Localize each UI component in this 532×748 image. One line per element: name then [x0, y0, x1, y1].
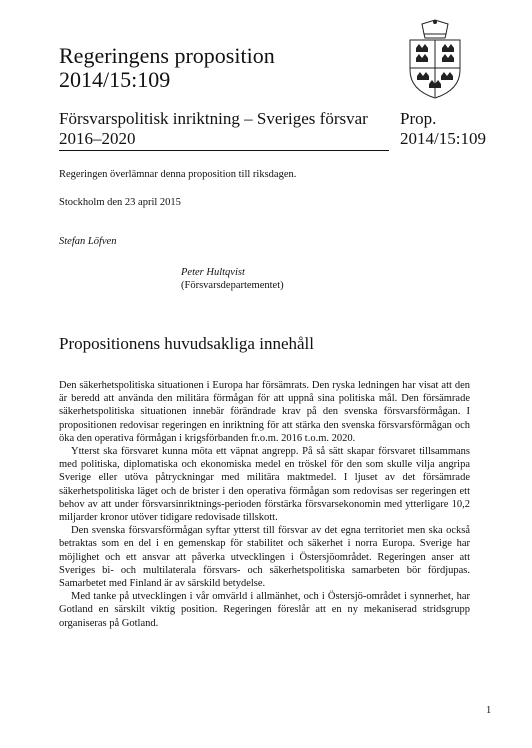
paragraph: Ytterst ska försvaret kunna möta ett väpnat angrepp. På så sätt skapar försvaret tillsammans med politiska, diplomatiska och ekonomiska medel en tröskel för den som skulle vilja angripa Sverige eller utöva påtryckningar med militära maktmedel. I ljuset av det försämrade säkerhetspolitiska läget och de brister i den operativa förmågan som redovisas ser regeringen ett behov av att under försvarsinriktnings-perioden förstärka försvarsekonomin med ytterligare 10,2 miljarder kronor utöver tidigare redovisade tillskott. [59, 446, 470, 524]
signature-prime-minister: Stefan Löfven [59, 236, 117, 247]
signature-department: (Försvarsdepartementet) [181, 280, 284, 291]
paragraph: Den svenska försvarsförmågan syftar ytterst till försvar av det egna territoriet men ska också betraktas som en del i en gemenskap för stabilitet och säkerhet i norra Europa. Sverige har möjlighet och ett ansvar att påverka utvecklingen i Östersjöområdet. Regeringen anser att Sveriges bi- och multilaterala försvars- och säkerhetspolitiska samarbeten bör fördjupas. Samarbetet med Finland är av särskild betydelse. [59, 525, 470, 590]
swedish-crown-crest-icon [396, 18, 474, 100]
document-title-line1: Regeringens proposition [59, 43, 275, 68]
prop-number: 2014/15:109 [400, 129, 486, 148]
prop-label: Prop. [400, 109, 437, 128]
place-date: Stockholm den 23 april 2015 [59, 197, 181, 208]
proposition-period: 2016–2020 [59, 129, 136, 148]
paragraph: Med tanke på utvecklingen i vår omvärld i allmänhet, och i Östersjö-området i synnerhet, har Gotland en särskilt viktig position. Regeringen föreslår att en ny mekaniserad stridsgrupp organiseras på Gotland. [59, 591, 470, 629]
section-heading: Propositionens huvudsakliga innehåll [59, 334, 314, 353]
document-title-number: 2014/15:109 [59, 67, 171, 92]
page-number: 1 [486, 705, 492, 716]
summary-body [59, 379, 470, 630]
header-rule [59, 150, 389, 151]
proposition-subtitle: Försvarspolitisk inriktning – Sveriges försvar [59, 109, 368, 128]
signature-minister: Peter Hultqvist [181, 267, 245, 278]
paragraph: Den säkerhetspolitiska situationen i Europa har försämrats. Den ryska ledningen har visat att den är beredd att använda den militära förmågan för att uppnå sina politiska mål. Den försämrade säkerhetspolitiska situationen innebär förändrade krav på den svenska försvarsförmågan. I propositionen redovisar regeringen en inriktning för att stärka den svenska försvarsförmågan och öka den operativa förmågan i krigsförbanden fr.o.m. 2016 t.o.m. 2020. [59, 380, 470, 444]
intro-text: Regeringen överlämnar denna proposition till riksdagen. [59, 169, 297, 180]
